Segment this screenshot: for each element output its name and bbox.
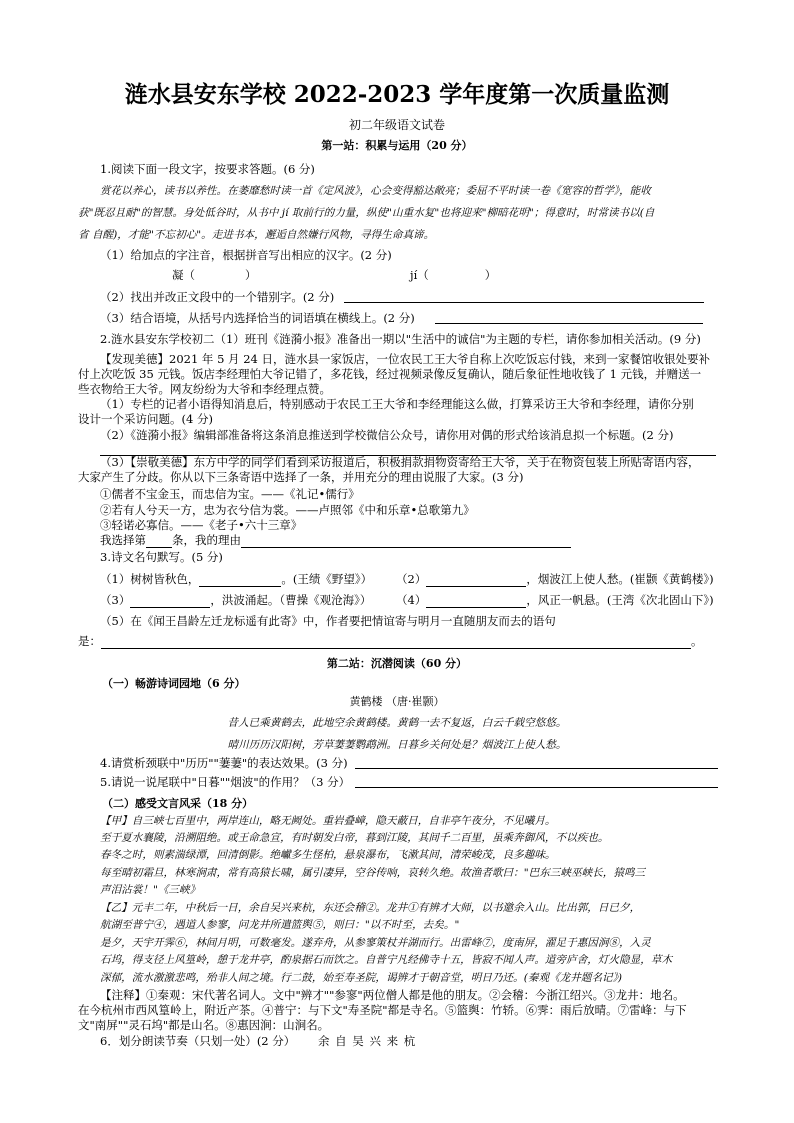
q3-item-3-number: （3）: [100, 593, 131, 607]
q2-option-1: ①儒者不宝金玉，而忠信为宝。——《礼记•儒行》: [100, 487, 360, 501]
q3-item-4: [396, 593, 714, 608]
exam-subtitle: 初二年级语文试卷: [348, 118, 445, 132]
q3-item-2-number: （2）: [396, 572, 427, 586]
q3-item-1: [100, 572, 372, 587]
q3-item-2-text: ，烟波江上使人愁。(崔颢《黄鹤楼》): [526, 572, 714, 586]
q1-passage-line: 赏花以养心，读书以养性。在萎靡愁时读一首《定风波》，心会变得豁达敞亮；委屈不平时读一卷《宽容的哲学》，能收: [100, 185, 651, 197]
poem-line-2: 晴川历历汉阳树，芳草萋萋鹦鹉洲。日暮乡关何处是？烟波江上使人愁。: [227, 739, 567, 751]
q1-sub1-b: [410, 268, 496, 283]
q1-sub2-answer-line[interactable]: [344, 302, 704, 303]
jia-line: 声泪沾裳！"《三峡》: [100, 884, 201, 896]
q2-option-2: ②若有人兮天一方，忠为衣兮信为裳。——卢照邻《中和乐章•总歌第九》: [100, 503, 475, 517]
exam-title: 涟水县安东学校 2022-2023 学年度第一次质量监测: [124, 81, 670, 108]
q6: 6．划分朗读节奏（只划一处）(2 分）: [100, 1034, 296, 1048]
q1-sub1-b-label: jí（: [410, 268, 429, 282]
q1-stem: 1.阅读下面一段文字，按要求答题。(6 分): [100, 162, 315, 176]
q2-option-3: ③轻诺必寡信。——《老子•六十三章》: [100, 518, 303, 532]
q3-item-3: [100, 593, 371, 608]
q2-choice-number[interactable]: [146, 535, 172, 548]
q2-choice-reason[interactable]: [241, 535, 571, 548]
q2-sub3-line: 大家产生了分歧。你从以下三条寄语中选择了一条，并用充分的理由说服了大家。(3 分): [78, 470, 524, 484]
q3-item-1-source: 。(王绩《野望》）: [281, 572, 373, 586]
q3-stem: 3.诗文名句默写。(5 分): [100, 550, 223, 564]
jia-line: 至于夏水襄陵，沿溯阻绝。或王命急宣，有时朝发白帝，暮到江陵，其间千二百里，虽乘奔御风，不以疾也。: [100, 832, 609, 844]
q1-sub1-a-label: 凝（: [172, 268, 195, 282]
q3-item-3-text: ，洪波涌起。（曹操《观沧海》）: [210, 593, 372, 607]
q3-item-2-blank[interactable]: [426, 574, 526, 587]
jia-line: 春冬之时，则素湍绿潭，回清倒影。绝巘多生怪柏，悬泉瀑布，飞漱其间，清荣峻茂，良多趣味。: [100, 849, 556, 861]
section1-title: 第一站：积累与运用（20 分）: [321, 139, 473, 152]
q3-item-2: [396, 572, 714, 587]
q2-story-line: 付上次吃饭 35 元钱。饭店李经理怕大爷记错了，多花钱，经过视频录像反复确认，随后象征性地收钱了 1 元钱，并赠送一: [78, 367, 702, 381]
q3-item-5-answer-label: 是：: [78, 634, 101, 648]
q2-sub3-line: （3）【崇敬美德】东方中学的同学们看到采访报道后，积极捐款捐物资寄给王大爷，关于在物资包装上所贴寄语内容，: [100, 455, 700, 469]
q1-sub3: （3）结合语境，从括号内选择恰当的词语填在横线上。(2 分): [100, 311, 415, 325]
q1-sub2: （2）找出并改正文段中的一个错别字。(2 分): [100, 290, 335, 304]
q1-sub1-a: [172, 268, 257, 283]
yi-line: 航湖至普宁④，遇道人参寥，问龙井所遣篮舆⑤，则曰："以不时至，去矣。": [100, 919, 460, 931]
yi-line: 是夕，天宇开霁⑥，林间月明，可数毫发。遂弃舟，从参寥策杖并湖而行。出雷峰⑦，度南屏，濯足于惠因涧⑧，入灵: [100, 937, 651, 949]
section2-title: 第二站：沉潜阅读（60 分）: [326, 657, 468, 670]
q3-item-3-blank[interactable]: [130, 595, 210, 608]
q4: 4.请赏析颈联中"历历""萋萋"的表达效果。(3 分): [100, 756, 348, 770]
q3-item-4-number: （4）: [396, 593, 427, 607]
q2-sub1-line: 设计一个采访问题。(4 分): [78, 412, 213, 426]
q6-text[interactable]: 余 自 吴 兴 来 杭: [318, 1034, 417, 1048]
q1-passage-line: 获"既忍且耐"的智慧。身处低谷时，从书中 jí 取前行的力量，纵使"山重水复"也将迎来"柳暗花明"；得意时，时常读书以(自: [78, 207, 655, 219]
q2-sub2: （2）《涟漪小报》编辑部准备将这条消息推送到学校微信公众号，请你用对偶的形式给该消息拟一个标题。(2 分): [100, 428, 674, 442]
q2-story-line: 【发现美德】2021 年 5 月 24 日，涟水县一家饭店，一位农民工王大爷自称上次吃饭忘付钱，来到一家餐馆收银处要补: [100, 352, 710, 366]
yi-line: 【乙】元丰二年，中秋后一日，余自吴兴来杭，东还会稽②。龙井①有辨才大师，以书邀余入山。比出郭，日已夕，: [100, 902, 641, 914]
q3-item-1-blank[interactable]: [199, 574, 281, 587]
q1-sub1: （1）给加点的字注音，根据拼音写出相应的汉字。(2 分): [100, 248, 392, 262]
q1-sub1-a-close: ）: [245, 268, 257, 282]
q4-answer-line[interactable]: [355, 768, 718, 769]
part1-title: （一）畅游诗词园地（6 分）: [102, 677, 246, 690]
poem-title: 黄鹤楼 （唐·崔颢）: [349, 695, 445, 708]
part2-title: （二）感受文言风采（18 分）: [102, 797, 254, 810]
q2-stem: 2.涟水县安东学校初二（1）班刊《涟漪小报》准备出一期以"生活中的诚信"为主题的专栏，请你参加相关活动。(9 分): [100, 332, 701, 346]
q2-sub1-line: （1）专栏的记者小语得知消息后，特别感动于农民工王大爷和李经理能这么做，打算采访王大爷和李经理，请你分别: [100, 397, 694, 411]
q1-sub1-b-close: ）: [484, 268, 497, 282]
yi-line: 石坞，得支径上风篁岭，憩于龙井亭，酌泉据石而饮之。自普宁凡经佛寺十五，皆寂不闻人声。道旁庐舍，灯火隐显，草木: [100, 954, 673, 966]
q3-item-5: （5）在《闻王昌龄左迁龙标遥有此寄》中，作者要把情谊寄与明月一直随朋友而去的语句: [100, 614, 556, 628]
q3-item-1-text: （1）树树皆秋色，: [100, 572, 200, 586]
jia-line: 【甲】自三峡七百里中，两岸连山，略无阙处。重岩叠嶂，隐天蔽日，自非亭午夜分，不见曦月。: [100, 815, 556, 827]
q1-sub3-answer-line[interactable]: [435, 323, 703, 324]
yi-line: 深郁，流水激激悲鸣，殆非人间之境。行二鼓，始至寿圣院，谒辨才于朝音堂，明日乃还。(秦观《龙井题名记》): [100, 972, 623, 984]
q3-item-4-text: ，风正一帆悬。(王湾《次北固山下》): [526, 593, 714, 607]
q2-choice-reason-label: 条，我的理由: [172, 533, 241, 547]
jia-line: 每至晴初霜旦，林寒涧肃，常有高猿长啸，属引凄异，空谷传响，哀转久绝。故渔者歌曰："巴东三峡巫峡长，猿鸣三: [100, 867, 646, 879]
q5-answer-line[interactable]: [355, 787, 718, 788]
notes-line: 在今杭州市西风篁岭上，附近产茶。④普宁：与下文"寿圣院"都是寺名。⑤篮舆：竹轿。⑥霁：雨后放晴。⑦雷峰：与下: [78, 1003, 687, 1017]
q3-item-5-answer: [78, 634, 703, 649]
notes-line: 【注释】①秦观：宋代著名词人。文中"辨才""参寥"两位僧人都是他的朋友。②会稽：今浙江绍兴。③龙井：地名。: [100, 988, 685, 1002]
q3-item-4-blank[interactable]: [426, 595, 526, 608]
poem-line-1: 昔人已乘黄鹤去，此地空余黄鹤楼。黄鹤一去不复返，白云千载空悠悠。: [227, 717, 567, 729]
q2-story-line: 些衣物给王大爷。网友纷纷为大爷和李经理点赞。: [78, 382, 331, 396]
q2-choice-label: 我选择第: [100, 533, 146, 547]
q1-passage-line: 省 自醒)，才能"不忘初心"。走进书本，邂逅自然嫌行风物，寻得生命真谛。: [78, 229, 435, 241]
notes-line: 文"南屏""灵石坞"都是山名。⑧惠因涧：山涧名。: [78, 1018, 330, 1032]
q3-item-5-end: 。: [691, 634, 703, 648]
q2-choice: [100, 533, 571, 548]
q3-item-5-blank[interactable]: [101, 636, 691, 649]
q5: 5.请说一说尾联中"日暮""烟波"的作用？（3 分）: [100, 775, 351, 789]
